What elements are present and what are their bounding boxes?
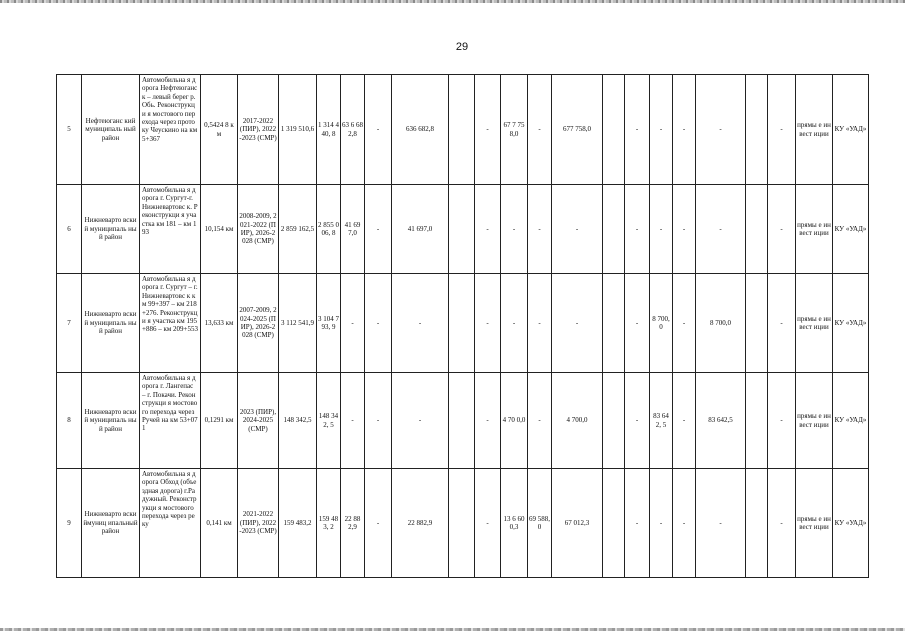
cell-customer: КУ «УАД» [833, 185, 869, 274]
cell-c2: 3 104 793, 9 [317, 274, 341, 373]
table-row [57, 469, 869, 578]
cell-length: 0,1291 км [201, 373, 238, 469]
cell-c14: - [673, 373, 696, 469]
scan-edge-bottom [0, 628, 905, 631]
cell-c4: - [365, 469, 392, 578]
cell-c9: - [528, 274, 552, 373]
cell-type: прямы е инвест иции [796, 274, 833, 373]
table-row [57, 373, 869, 469]
cell-c14: - [673, 274, 696, 373]
scan-edge-top [0, 0, 905, 3]
cell-district: Нижневарто вский муниципаль ный район [82, 274, 140, 373]
cell-c4: - [365, 185, 392, 274]
cell-object: Автомобильна я дорога г. Сургут – г. Нижневартовс к км 99+397 – км 218+276. Реконструкци я участка км 195+886 – км 209+553 [140, 274, 201, 373]
cell-c11 [603, 469, 625, 578]
cell-c9: - [528, 75, 552, 185]
cell-c17: - [768, 185, 796, 274]
cell-c5: 22 882,9 [392, 469, 449, 578]
table-row [57, 274, 869, 373]
cell-c16 [746, 185, 768, 274]
cell-c16 [746, 75, 768, 185]
cell-c3: 41 69 7,0 [341, 185, 365, 274]
cell-c12: - [625, 373, 650, 469]
cell-no: 6 [57, 185, 82, 274]
cell-object: Автомобильна я дорога Обход (объездная дорога) г.Радужный. Реконструкци я мостового перехода через реку [140, 469, 201, 578]
cell-years: 2023 (ПИР), 2024-2025 (СМР) [238, 373, 279, 469]
table-body [57, 75, 869, 578]
cell-c9: - [528, 373, 552, 469]
cell-length: 0,141 км [201, 469, 238, 578]
cell-length: 0,5424 8 км [201, 75, 238, 185]
cell-c13: 8 700, 0 [650, 274, 673, 373]
table-row [57, 185, 869, 274]
cell-c16 [746, 373, 768, 469]
cell-c10: 677 758,0 [552, 75, 603, 185]
cell-customer: КУ «УАД» [833, 469, 869, 578]
cell-c4: - [365, 373, 392, 469]
cell-c10: 67 012,3 [552, 469, 603, 578]
cell-c15: 8 700,0 [696, 274, 746, 373]
cell-c14: - [673, 469, 696, 578]
cell-c7: - [475, 75, 501, 185]
cell-type: прямы е инвест иции [796, 185, 833, 274]
cell-years: 2017-2022 (ПИР), 2022-2023 (СМР) [238, 75, 279, 185]
cell-c5: 41 697,0 [392, 185, 449, 274]
cell-c8: - [501, 274, 528, 373]
cell-c1: 148 342,5 [279, 373, 317, 469]
cell-c3: 22 88 2,9 [341, 469, 365, 578]
cell-c4: - [365, 75, 392, 185]
table-row [57, 75, 869, 185]
cell-c7: - [475, 185, 501, 274]
cell-c15: 83 642,5 [696, 373, 746, 469]
cell-c10: - [552, 185, 603, 274]
cell-c17: - [768, 373, 796, 469]
cell-customer: КУ «УАД» [833, 373, 869, 469]
cell-c8: 13 6 60 0,3 [501, 469, 528, 578]
cell-district: Нижневарто вский муниципаль ный район [82, 373, 140, 469]
cell-c15: - [696, 75, 746, 185]
cell-c10: 4 700,0 [552, 373, 603, 469]
cell-c9: - [528, 185, 552, 274]
cell-type: прямы е инвест иции [796, 469, 833, 578]
cell-c14: - [673, 185, 696, 274]
cell-customer: КУ «УАД» [833, 75, 869, 185]
cell-length: 13,633 км [201, 274, 238, 373]
cell-type: прямы е инвест иции [796, 373, 833, 469]
cell-c7: - [475, 373, 501, 469]
cell-c1: 2 859 162,5 [279, 185, 317, 274]
cell-c2: 1 314 440, 8 [317, 75, 341, 185]
cell-c2: 148 342, 5 [317, 373, 341, 469]
cell-no: 8 [57, 373, 82, 469]
cell-c6 [449, 373, 475, 469]
cell-c11 [603, 373, 625, 469]
cell-c8: 4 70 0,0 [501, 373, 528, 469]
cell-c1: 1 319 510,6 [279, 75, 317, 185]
cell-c6 [449, 75, 475, 185]
cell-c11 [603, 75, 625, 185]
investment-table [56, 74, 869, 578]
cell-c1: 3 112 541,9 [279, 274, 317, 373]
cell-c12: - [625, 75, 650, 185]
cell-length: 10,154 км [201, 185, 238, 274]
cell-years: 2021-2022 (ПИР), 2022-2023 (СМР) [238, 469, 279, 578]
cell-no: 9 [57, 469, 82, 578]
cell-c3: - [341, 274, 365, 373]
cell-c16 [746, 274, 768, 373]
cell-c7: - [475, 469, 501, 578]
cell-c3: - [341, 373, 365, 469]
page-number: 29 [455, 41, 469, 53]
cell-c8: - [501, 185, 528, 274]
cell-type: прямы е инвест иции [796, 75, 833, 185]
cell-c8: 67 7 75 8,0 [501, 75, 528, 185]
cell-district: Нижневарто вскиймуниц ипальный район [82, 469, 140, 578]
cell-c9: 69 588,0 [528, 469, 552, 578]
cell-c5: - [392, 274, 449, 373]
cell-customer: КУ «УАД» [833, 274, 869, 373]
cell-c17: - [768, 274, 796, 373]
cell-c12: - [625, 274, 650, 373]
cell-years: 2007-2009, 2024-2025 (ПИР), 2026-2028 (СМР) [238, 274, 279, 373]
cell-c16 [746, 469, 768, 578]
cell-c13: - [650, 185, 673, 274]
cell-c11 [603, 185, 625, 274]
cell-object: Автомобильна я дорога Нефтеюганск – левый берег р. Обь. Реконструкци я мостового перехода через протоку Чеускино на км 5+367 [140, 75, 201, 185]
cell-c6 [449, 274, 475, 373]
cell-c13: 83 642, 5 [650, 373, 673, 469]
cell-c11 [603, 274, 625, 373]
cell-c5: - [392, 373, 449, 469]
cell-c15: - [696, 185, 746, 274]
cell-no: 5 [57, 75, 82, 185]
cell-district: Нефтеюганс кий муниципаль ный район [82, 75, 140, 185]
cell-object: Автомобильна я дорога г. Сургут-г. Нижневартовс к. Реконструкци я участка км 181 – км 193 [140, 185, 201, 274]
cell-c10: - [552, 274, 603, 373]
cell-c12: - [625, 469, 650, 578]
cell-object: Автомобильна я дорога г. Лангепас – г. Покачи. Реконструкци я мостового перехода через Ручей на км 53+071 [140, 373, 201, 469]
cell-district: Нижневарто вский муниципаль ный район [82, 185, 140, 274]
cell-c15: - [696, 469, 746, 578]
cell-c12: - [625, 185, 650, 274]
cell-years: 2008-2009, 2021-2022 (ПИР), 2026-2028 (СМР) [238, 185, 279, 274]
cell-c5: 636 682,8 [392, 75, 449, 185]
cell-c3: 63 6 68 2,8 [341, 75, 365, 185]
cell-c14: - [673, 75, 696, 185]
cell-c6 [449, 469, 475, 578]
cell-c2: 159 483, 2 [317, 469, 341, 578]
cell-c1: 159 483,2 [279, 469, 317, 578]
cell-c17: - [768, 75, 796, 185]
cell-no: 7 [57, 274, 82, 373]
cell-c4: - [365, 274, 392, 373]
cell-c7: - [475, 274, 501, 373]
cell-c2: 2 855 006, 8 [317, 185, 341, 274]
cell-c13: - [650, 469, 673, 578]
cell-c6 [449, 185, 475, 274]
cell-c17: - [768, 469, 796, 578]
cell-c13: - [650, 75, 673, 185]
